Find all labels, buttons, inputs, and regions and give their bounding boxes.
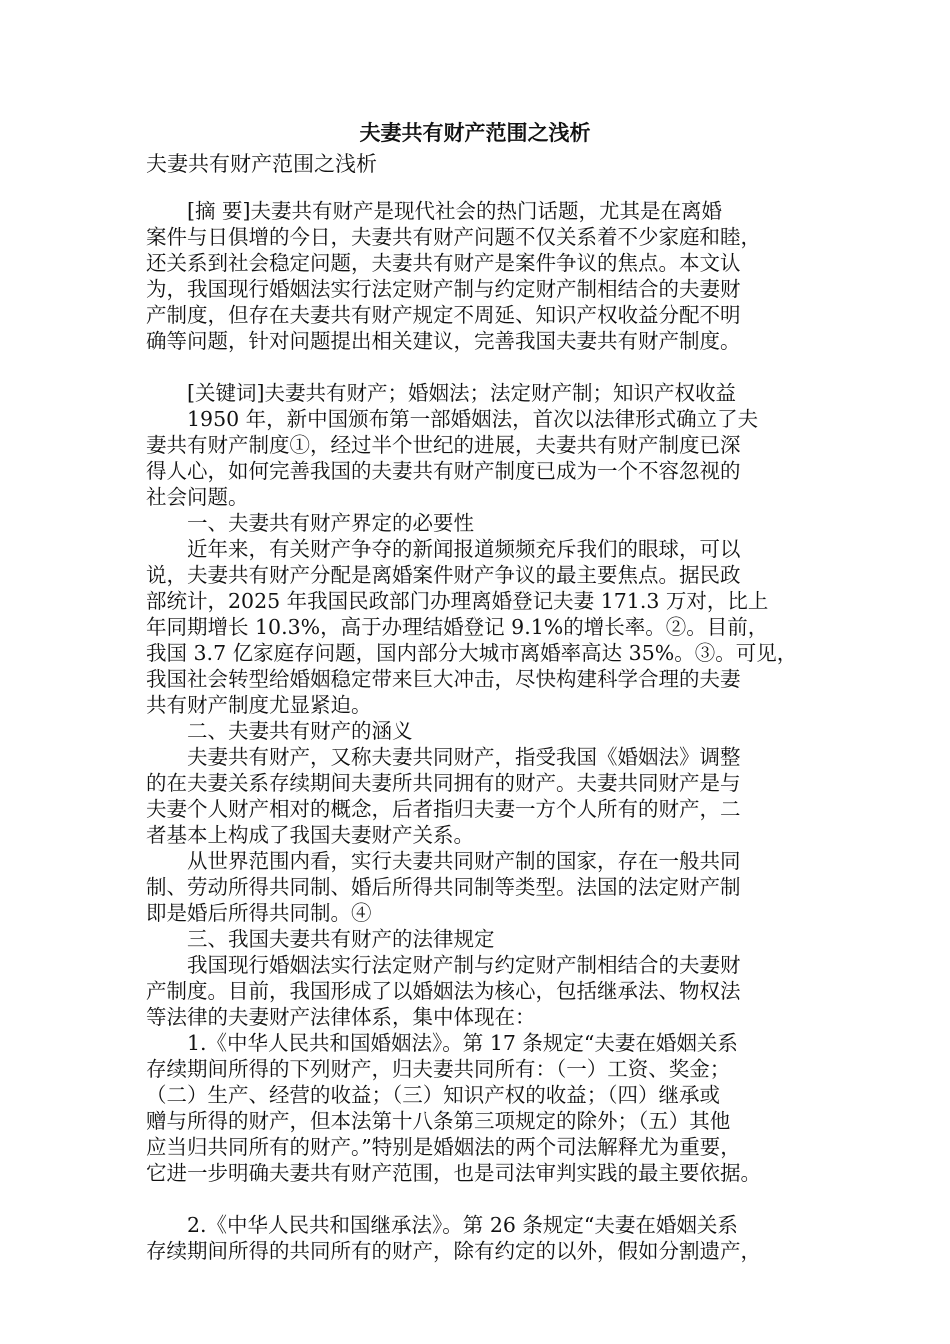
body-text-line: 制、劳动所得共同制、婚后所得共同制等类型。法国的法定财产制 bbox=[146, 875, 741, 899]
blank-line bbox=[146, 1186, 806, 1212]
body-text-line: 还关系到社会稳定问题，夫妻共有财产是案件争议的焦点。本文认 bbox=[146, 251, 741, 275]
body-text-line: 我国 3.7 亿家庭存问题，国内部分大城市离婚率高达 35%。③。可见， bbox=[146, 641, 798, 665]
body-text-line: 近年来，有关财产争夺的新闻报道频频充斥我们的眼球，可以 bbox=[146, 537, 741, 561]
body-text-line: 共有财产制度尤显紧迫。 bbox=[146, 693, 372, 717]
body-text-line: 赠与所得的财产，但本法第十八条第三项规定的除外；（五）其他 bbox=[146, 1109, 731, 1133]
body-text-line: 存续期间所得的共同所有的财产，除有约定的以外，假如分割遗产， bbox=[146, 1239, 761, 1263]
body-text-line: [摘 要]夫妻共有财产是现代社会的热门话题，尤其是在离婚 bbox=[146, 199, 723, 223]
body-text-line: 为，我国现行婚姻法实行法定财产制与约定财产制相结合的夫妻财 bbox=[146, 277, 741, 301]
body-text-line: 我国社会转型给婚姻稳定带来巨大冲击，尽快构建科学合理的夫妻 bbox=[146, 667, 741, 691]
document-title: 夫妻共有财产范围之浅析 bbox=[359, 120, 591, 145]
body-text-line: 妻共有财产制度①，经过半个世纪的进展，夫妻共有财产制度已深 bbox=[146, 433, 741, 457]
body-text-line: 即是婚后所得共同制。④ bbox=[146, 901, 372, 925]
body-text-line: 2.《中华人民共和国继承法》。第 26 条规定“夫妻在婚姻关系 bbox=[146, 1213, 738, 1237]
body-text-line: 它进一步明确夫妻共有财产范围，也是司法审判实践的最主要依据。 bbox=[146, 1161, 761, 1185]
body-text-line: 1.《中华人民共和国婚姻法》。第 17 条规定“夫妻在婚姻关系 bbox=[146, 1031, 738, 1055]
body-text-line: （二）生产、经营的收益；（三）知识产权的收益；（四）继承或 bbox=[146, 1083, 720, 1107]
body-text-line: 部统计，2025 年我国民政部门办理离婚登记夫妻 171.3 万对，比上 bbox=[146, 589, 769, 613]
body-text-line: 1950 年，新中国颁布第一部婚姻法，首次以法律形式确立了夫 bbox=[146, 407, 759, 431]
body-text-line: 我国现行婚姻法实行法定财产制与约定财产制相结合的夫妻财 bbox=[146, 953, 741, 977]
body-text-line: 一、夫妻共有财产界定的必要性 bbox=[146, 511, 474, 535]
body-text-line: 等法律的夫妻财产法律体系，集中体现在： bbox=[146, 1005, 536, 1029]
body-text-line: 确等问题，针对问题提出相关建议，完善我国夫妻共有财产制度。 bbox=[146, 329, 741, 353]
document-subtitle: 夫妻共有财产范围之浅析 bbox=[146, 152, 377, 176]
blank-line bbox=[146, 354, 806, 380]
body-text-line: 从世界范围内看，实行夫妻共同财产制的国家，存在一般共同 bbox=[146, 849, 741, 873]
body-text-line: 应当归共同所有的财产。”特别是婚姻法的两个司法解释尤为重要， bbox=[146, 1135, 741, 1159]
body-text-line: [关键词]夫妻共有财产；婚姻法；法定财产制；知识产权收益 bbox=[146, 381, 736, 405]
document-body bbox=[146, 198, 806, 1264]
body-text-line: 者基本上构成了我国夫妻财产关系。 bbox=[146, 823, 474, 847]
body-text-line: 年同期增长 10.3%，高于办理结婚登记 9.1%的增长率。②。目前， bbox=[146, 615, 769, 639]
body-text-line: 产制度，但存在夫妻共有财产规定不周延、知识产权收益分配不明 bbox=[146, 303, 741, 327]
body-text-line: 二、夫妻共有财产的涵义 bbox=[146, 719, 413, 743]
body-text-line: 社会问题。 bbox=[146, 485, 249, 509]
body-text-line: 的在夫妻关系存续期间夫妻所共同拥有的财产。夫妻共同财产是与 bbox=[146, 771, 741, 795]
body-text-line: 说，夫妻共有财产分配是离婚案件财产争议的最主要焦点。据民政 bbox=[146, 563, 741, 587]
body-text-line: 三、我国夫妻共有财产的法律规定 bbox=[146, 927, 495, 951]
body-text-line: 存续期间所得的下列财产，归夫妻共同所有：（一）工资、奖金； bbox=[146, 1057, 731, 1081]
body-text-line: 案件与日俱增的今日，夫妻共有财产问题不仅关系着不少家庭和睦， bbox=[146, 225, 761, 249]
body-text-line: 得人心，如何完善我国的夫妻共有财产制度已成为一个不容忽视的 bbox=[146, 459, 741, 483]
body-text-line: 产制度。目前，我国形成了以婚姻法为核心，包括继承法、物权法 bbox=[146, 979, 741, 1003]
body-text-line: 夫妻个人财产相对的概念，后者指归夫妻一方个人所有的财产，二 bbox=[146, 797, 741, 821]
body-text-line: 夫妻共有财产，又称夫妻共同财产，指受我国《婚姻法》调整 bbox=[146, 745, 741, 769]
